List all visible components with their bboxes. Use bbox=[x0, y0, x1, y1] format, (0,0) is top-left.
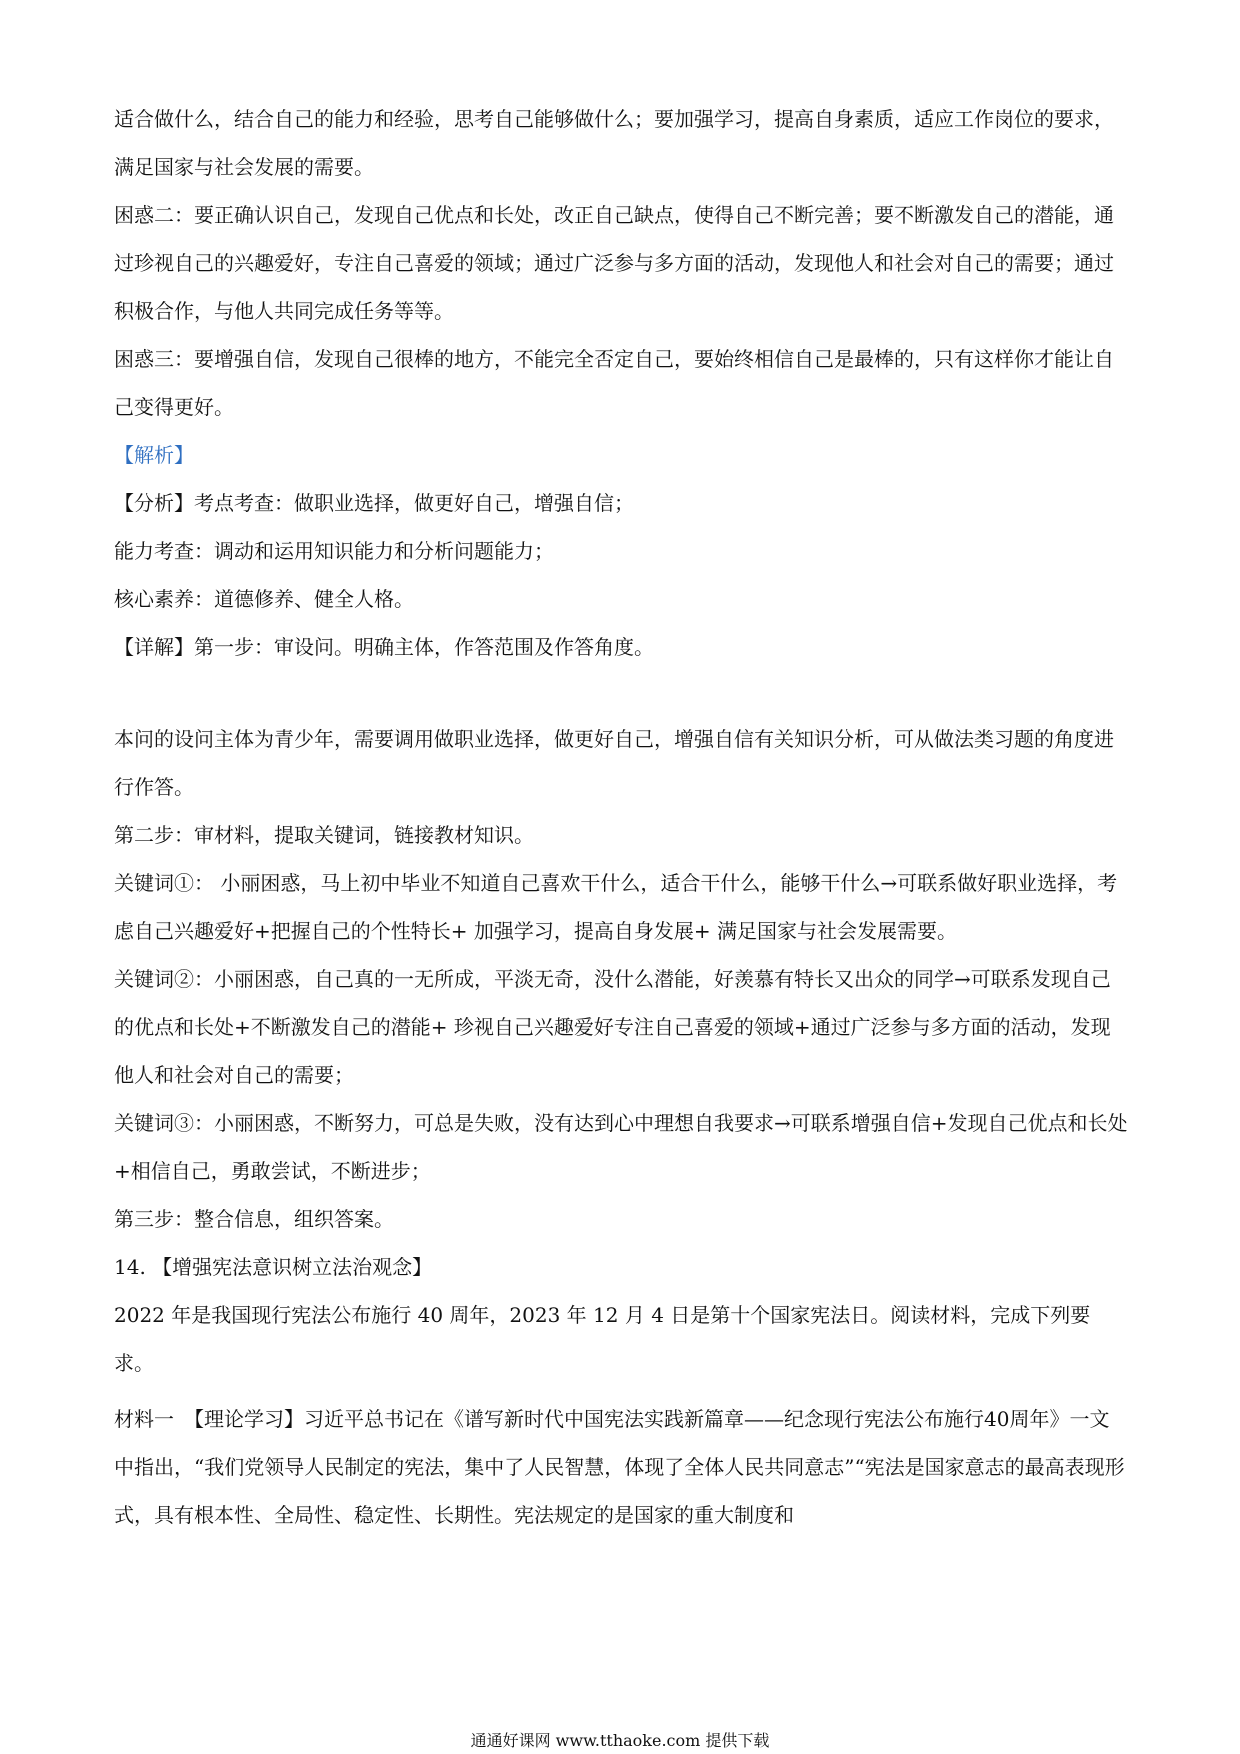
question-title: 14. 【增强宪法意识树立法治观念】 bbox=[114, 1255, 433, 1279]
material-one: 材料一 【理论学习】习近平总书记在《谱写新时代中国宪法实践新篇章——纪念现行宪法公布施行40周年》一文中指出，“我们党领导人民制定的宪法，集中了人民智慧，体现了全体人民共同意志”“宪法是国家意志的最高表现形式，具有根本性、全局性、稳定性、长期性。宪法规定的是国家的重大制度和 bbox=[114, 1407, 1125, 1527]
detail-paragraph-6: 第三步：整合信息，组织答案。 bbox=[114, 1207, 394, 1231]
question-intro: 2022 年是我国现行宪法公布施行 40 周年，2023 年 12 月 4 日是第十个国家宪法日。阅读材料，完成下列要求。 bbox=[114, 1303, 1091, 1375]
jiexi-label: 【解析】 bbox=[114, 443, 194, 467]
answer-paragraph-2: 困惑二：要正确认识自己，发现自己优点和长处，改正自己缺点，使得自己不断完善；要不断激发自己的潜能，通过珍视自己的兴趣爱好，专注自己喜爱的领域；通过广泛参与多方面的活动，发现他人和社会对自己的需要；通过积极合作，与他人共同完成任务等等。 bbox=[114, 203, 1114, 323]
page-footer: 通通好课网 www.tthaoke.com 提供下载 bbox=[470, 1731, 770, 1750]
detail-paragraph-2: 第二步：审材料，提取关键词，链接教材知识。 bbox=[114, 823, 534, 847]
answer-paragraph-1: 适合做什么，结合自己的能力和经验，思考自己能够做什么；要加强学习，提高自身素质，适应工作岗位的要求，满足国家与社会发展的需要。 bbox=[114, 107, 1114, 179]
analysis-line-1: 【分析】考点考查：做职业选择，做更好自己，增强自信； bbox=[114, 491, 634, 515]
spacer bbox=[114, 671, 1128, 715]
detail-paragraph-3: 关键词①： 小丽困惑，马上初中毕业不知道自己喜欢干什么，适合干什么，能够干什么→可联系做好职业选择，考虑自己兴趣爱好+把握自己的个性特长+ 加强学习，提高自身发展+ 满足国家与社会发展需要。 bbox=[114, 871, 1118, 943]
detail-paragraph-4: 关键词②：小丽困惑，自己真的一无所成，平淡无奇，没什么潜能，好羡慕有特长又出众的同学→可联系发现自己的优点和长处+不断激发自己的潜能+ 珍视自己兴趣爱好专注自己喜爱的领域+通过广泛参与多方面的活动，发现他人和社会对自己的需要； bbox=[114, 967, 1111, 1087]
analysis-line-4: 【详解】第一步：审设问。明确主体，作答范围及作答角度。 bbox=[114, 635, 654, 659]
answer-paragraph-3: 困惑三：要增强自信，发现自己很棒的地方，不能完全否定自己，要始终相信自己是最棒的，只有这样你才能让自己变得更好。 bbox=[114, 347, 1114, 419]
analysis-line-3: 核心素养：道德修养、健全人格。 bbox=[114, 587, 414, 611]
detail-paragraph-5: 关键词③：小丽困惑，不断努力，可总是失败，没有达到心中理想自我要求→可联系增强自信+发现自己优点和长处+相信自己，勇敢尝试，不断进步； bbox=[114, 1111, 1128, 1183]
analysis-line-2: 能力考查：调动和运用知识能力和分析问题能力； bbox=[114, 539, 554, 563]
detail-paragraph-1: 本问的设问主体为青少年，需要调用做职业选择，做更好自己，增强自信有关知识分析，可从做法类习题的角度进行作答。 bbox=[114, 727, 1114, 799]
document-body bbox=[114, 95, 1128, 1539]
